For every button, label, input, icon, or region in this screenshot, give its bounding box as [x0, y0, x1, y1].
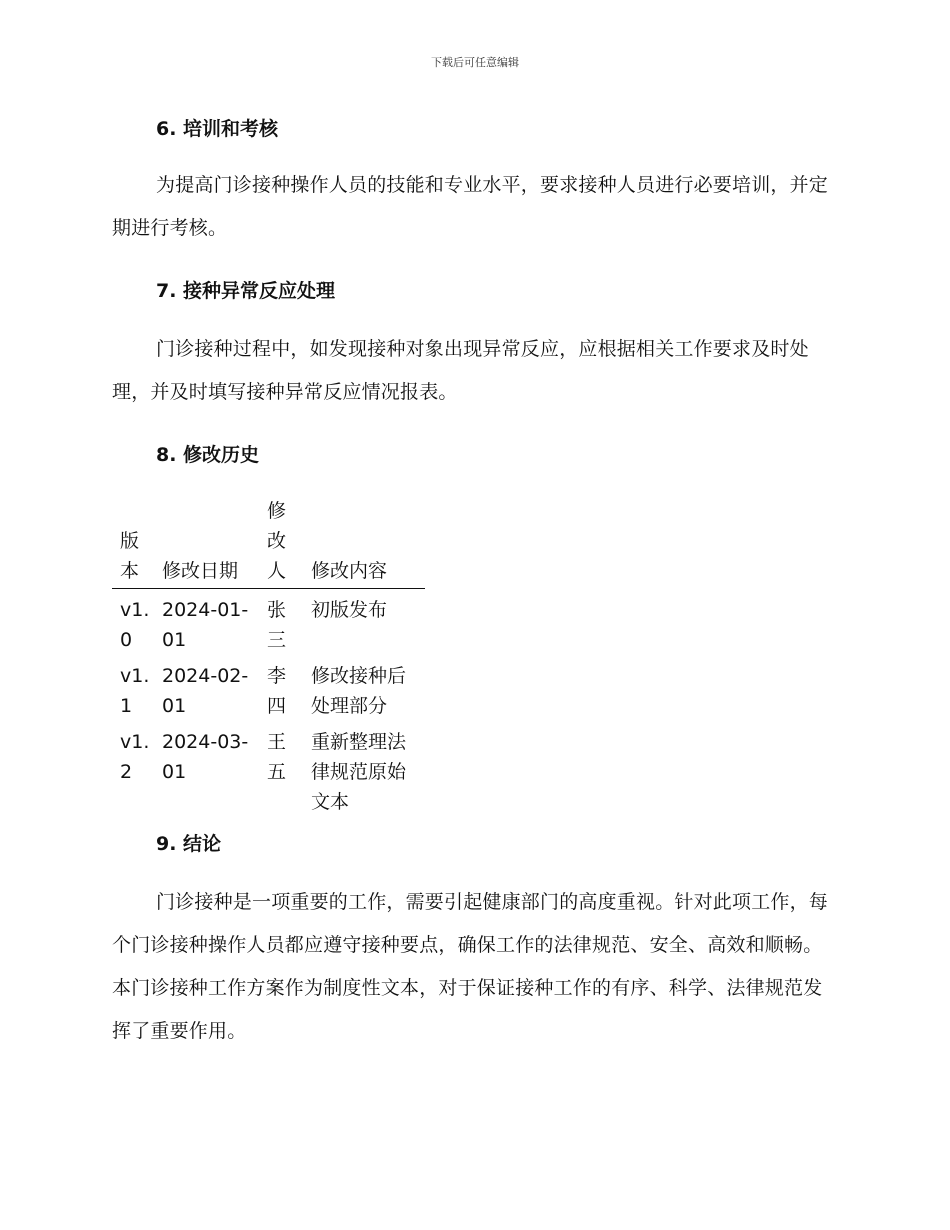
- table-row: [112, 589, 425, 656]
- cell-version: v1.1: [120, 665, 150, 717]
- cell-version: v1.0: [120, 599, 150, 651]
- cell-date: 2024-02-01: [162, 665, 249, 717]
- cell-author: 王五: [267, 731, 287, 783]
- column-header-author: 修改人: [267, 500, 287, 582]
- cell-date: 2024-01-01: [162, 599, 249, 651]
- cell-content: 修改接种后处理部分: [311, 665, 407, 717]
- column-header-date: 修改日期: [162, 560, 239, 582]
- section-body-conclusion: 门诊接种是一项重要的工作，需要引起健康部门的高度重视。针对此项工作，每个门诊接种操作人员都应遵守接种要点，确保工作的法律规范、安全、高效和顺畅。本门诊接种工作方案作为制度性文本，对于保证接种工作的有序、科学、法律规范发挥了重要作用。: [112, 891, 829, 1042]
- section-heading-adverse-reaction: 7. 接种异常反应处理: [156, 280, 336, 302]
- section-body-adverse-reaction: 门诊接种过程中，如发现接种对象出现异常反应，应根据相关工作要求及时处理，并及时填写接种异常反应情况报表。: [112, 338, 809, 403]
- section-heading-revision-history: 8. 修改历史: [156, 444, 260, 466]
- column-header-content: 修改内容: [311, 560, 388, 582]
- section-heading-training: 6. 培训和考核: [156, 118, 279, 140]
- cell-content: 重新整理法律规范原始文本: [311, 731, 407, 813]
- page-header: 下载后可任意编辑: [431, 56, 519, 69]
- cell-author: 李四: [267, 665, 287, 717]
- document-body: [112, 110, 832, 1053]
- revision-history-table: [112, 496, 425, 817]
- cell-author: 张三: [267, 599, 287, 651]
- section-heading-conclusion: 9. 结论: [156, 833, 222, 855]
- table-row: [112, 721, 425, 817]
- table-row: [112, 655, 425, 721]
- section-body-training: 为提高门诊接种操作人员的技能和专业水平，要求接种人员进行必要培训，并定期进行考核。: [112, 174, 829, 239]
- cell-version: v1.2: [120, 731, 150, 783]
- cell-content: 初版发布: [311, 599, 388, 621]
- cell-date: 2024-03-01: [162, 731, 249, 783]
- table-header-row: [112, 496, 425, 589]
- column-header-version: 版本: [120, 530, 140, 582]
